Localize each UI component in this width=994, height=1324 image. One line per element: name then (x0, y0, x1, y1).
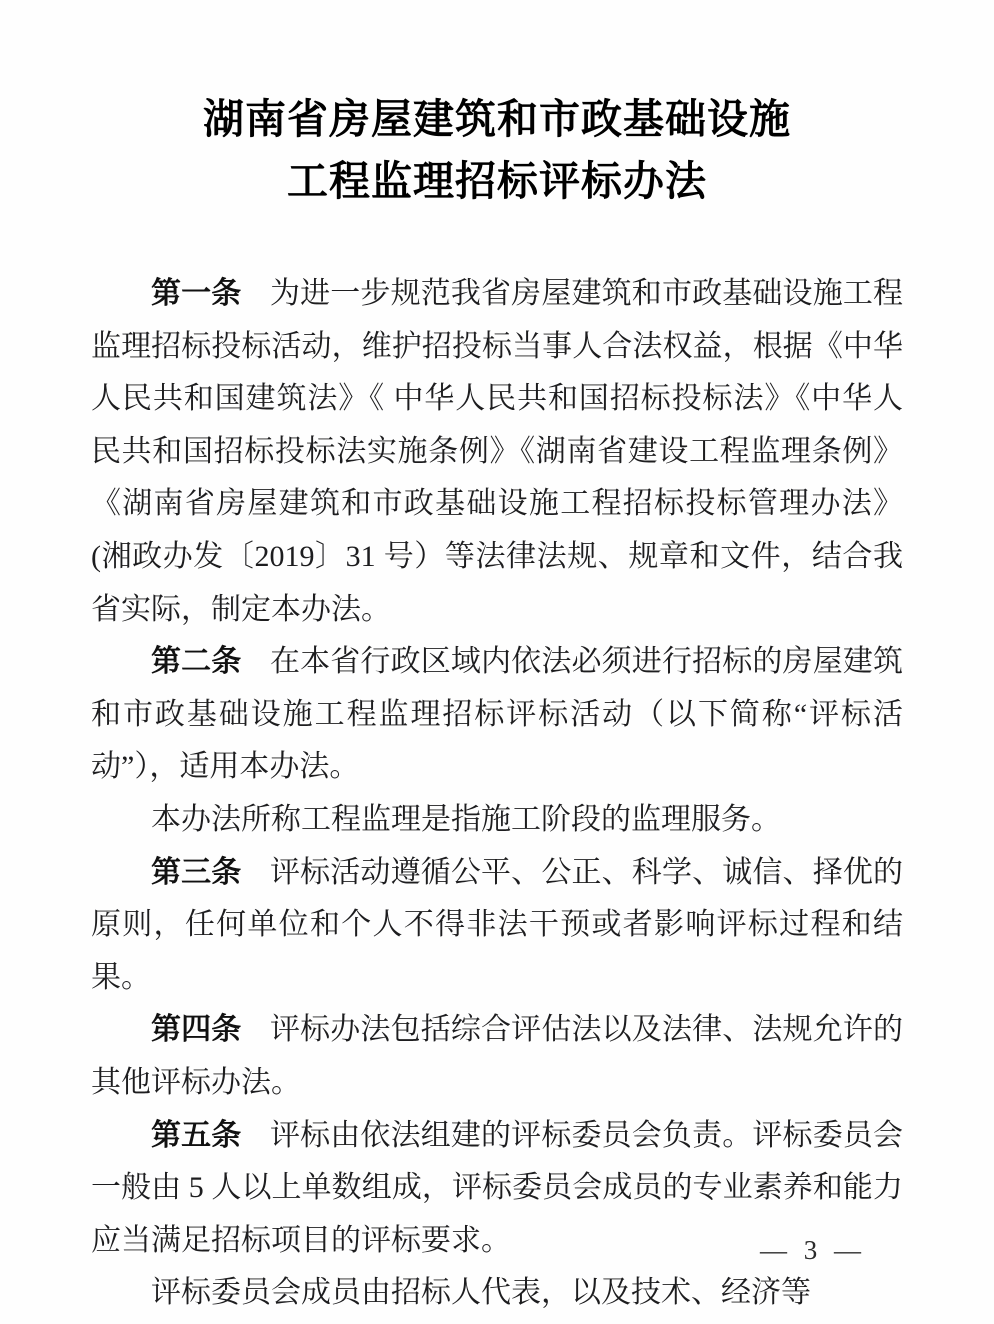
document-body (91, 268, 903, 1320)
paragraph-text: 评标由依法组建的评标委员会负责。评标委员会一般由 5 人以上单数组成，评标委员会成员的专业素养和能力应当满足招标项目的评标要求。 (91, 1118, 904, 1257)
paragraph-article-1 (91, 268, 903, 636)
paragraph-article-5-continued (91, 1267, 903, 1320)
paragraph-article-3 (91, 847, 903, 1005)
paragraph-text: 为进一步规范我省房屋建筑和市政基础设施工程监理招标投标活动，维护招投标当事人合法权益，根据《中华人民共和国建筑法》《 中华人民共和国招标投标法》《中华人民共和国招标投标法实施条例》《湖南省建设工程监理条例》《湖南省房屋建筑和市政基础设施工程招标投标管理办法》(湘政办发〔2019〕31 号）等法律法规、规章和文件，结合我省实际，制定本办法。 (91, 277, 904, 626)
paragraph-article-2-continued (91, 794, 903, 847)
article-number: 第五条 (151, 1118, 242, 1152)
paragraph-article-4 (91, 1004, 903, 1109)
paragraph-text: 本办法所称工程监理是指施工阶段的监理服务。 (151, 802, 781, 836)
paragraph-text: 评标办法包括综合评估法以及法律、法规允许的其他评标办法。 (91, 1013, 904, 1099)
page-number: — 3 — (760, 1235, 866, 1265)
article-number: 第一条 (151, 277, 242, 310)
article-number: 第三条 (151, 855, 242, 889)
document-title (0, 0, 994, 212)
title-line-2: 工程监理招标评标办法 (287, 158, 707, 204)
title-line-1: 湖南省房屋建筑和市政基础设施 (203, 96, 791, 142)
article-number: 第四条 (151, 1013, 242, 1047)
article-number: 第二条 (151, 645, 242, 679)
paragraph-text: 在本省行政区域内依法必须进行招标的房屋建筑和市政基础设施工程监理招标评标活动（以下简称“评标活动”），适用本办法。 (91, 645, 904, 784)
paragraph-article-2 (91, 636, 903, 794)
paragraph-text: 评标活动遵循公平、公正、科学、诚信、择优的原则，任何单位和个人不得非法干预或者影响评标过程和结果。 (91, 855, 904, 994)
paragraph-text: 评标委员会成员由招标人代表，以及技术、经济等 (151, 1276, 811, 1310)
page-footer (760, 1235, 866, 1266)
